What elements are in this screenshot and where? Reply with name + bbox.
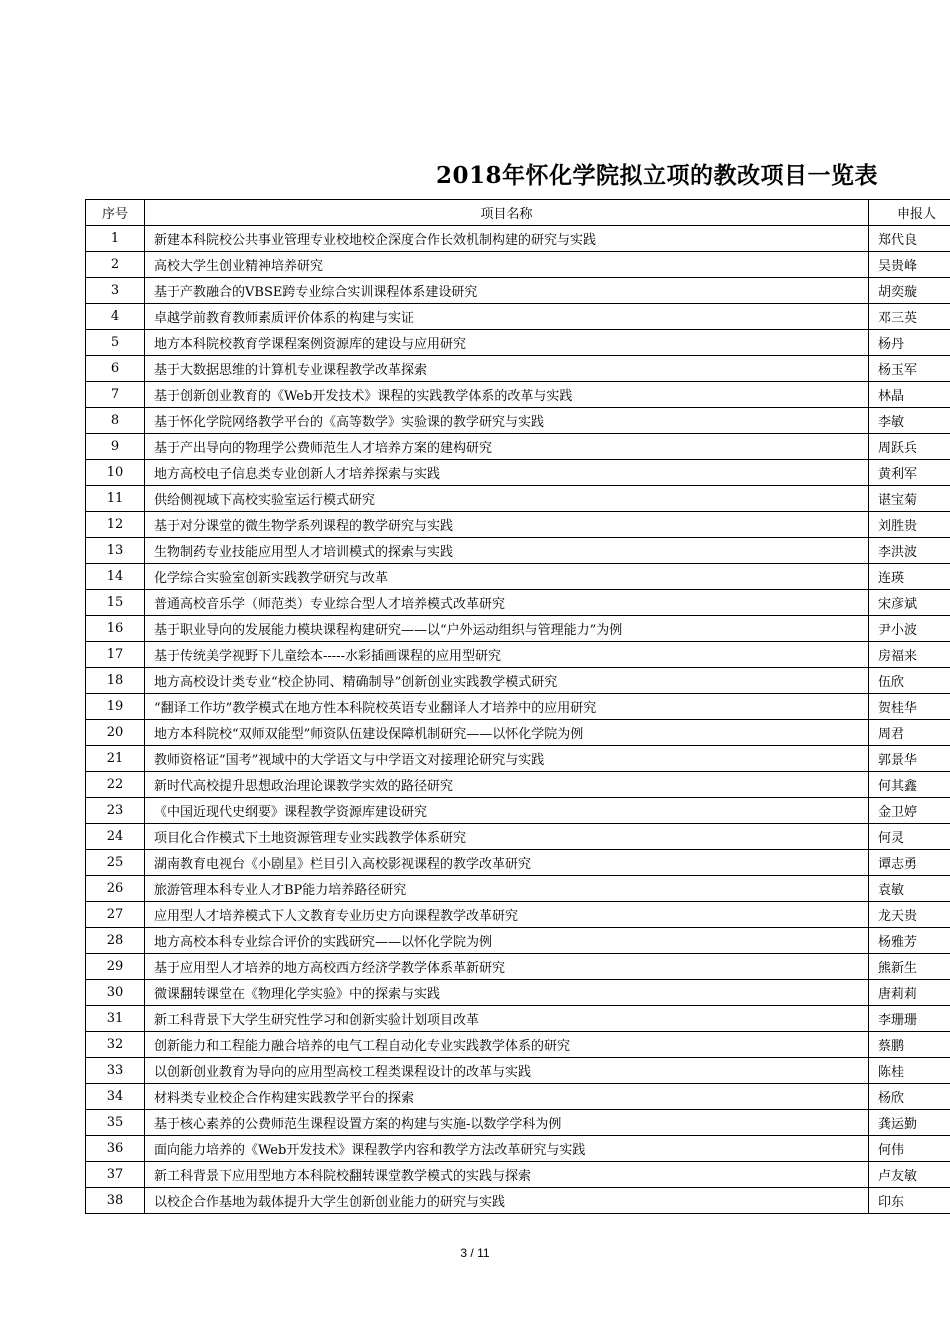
table-row [86,590,950,616]
table-row [86,720,950,746]
cell-project-name: 新建本科院校公共事业管理专业校地校企深度合作长效机制构建的研究与实践 [145,226,869,252]
cell-project-name: 项目化合作模式下土地资源管理专业实践教学体系研究 [145,824,869,850]
table-row [86,382,950,408]
cell-project-name: 应用型人才培养模式下人文教育专业历史方向课程教学改革研究 [145,902,869,928]
table-row [86,226,950,252]
cell-project-name: 卓越学前教育教师素质评价体系的构建与实证 [145,304,869,330]
cell-applicant: 蔡鹏 [869,1032,950,1058]
table-row [86,980,950,1006]
cell-project-name: 基于创新创业教育的《Web开发技术》课程的实践教学体系的改革与实践 [145,382,869,408]
cell-applicant: 何灵 [869,824,950,850]
cell-applicant: 邓三英 [869,304,950,330]
cell-applicant: 伍欣 [869,668,950,694]
cell-project-name: 基于产教融合的VBSE跨专业综合实训课程体系建设研究 [145,278,869,304]
cell-no: 15 [86,590,145,616]
cell-no: 30 [86,980,145,1006]
table-row [86,1006,950,1032]
cell-no: 4 [86,304,145,330]
cell-project-name: 供给侧视域下高校实验室运行模式研究 [145,486,869,512]
table-row [86,902,950,928]
document-title: 2018年怀化学院拟立项的教改项目一览表 [436,162,879,189]
table-row [86,954,950,980]
table-row [86,1162,950,1188]
table-row [86,746,950,772]
table-row [86,330,950,356]
cell-project-name: 地方高校电子信息类专业创新人才培养探索与实践 [145,460,869,486]
cell-applicant: 印东 [869,1188,950,1214]
cell-no: 36 [86,1136,145,1162]
cell-project-name: 基于产出导向的物理学公费师范生人才培养方案的建构研究 [145,434,869,460]
cell-applicant: 陈桂 [869,1058,950,1084]
cell-applicant: 连瑛 [869,564,950,590]
cell-applicant: 卢友敏 [869,1162,950,1188]
cell-project-name: 湖南教育电视台《小剧星》栏目引入高校影视课程的教学改革研究 [145,850,869,876]
cell-project-name: 生物制药专业技能应用型人才培训模式的探索与实践 [145,538,869,564]
cell-no: 32 [86,1032,145,1058]
cell-project-name: 普通高校音乐学（师范类）专业综合型人才培养模式改革研究 [145,590,869,616]
cell-no: 26 [86,876,145,902]
cell-no: 17 [86,642,145,668]
cell-project-name: 基于应用型人才培养的地方高校西方经济学教学体系革新研究 [145,954,869,980]
table-row [86,408,950,434]
cell-applicant: 何其鑫 [869,772,950,798]
cell-no: 35 [86,1110,145,1136]
table-row [86,304,950,330]
cell-no: 20 [86,720,145,746]
cell-project-name: 创新能力和工程能力融合培养的电气工程自动化专业实践教学体系的研究 [145,1032,869,1058]
cell-project-name: 以创新创业教育为导向的应用型高校工程类课程设计的改革与实践 [145,1058,869,1084]
table-row [86,1032,950,1058]
cell-no: 18 [86,668,145,694]
table-row [86,876,950,902]
header-no: 序号 [86,200,145,226]
cell-no: 23 [86,798,145,824]
cell-applicant: 龚运勤 [869,1110,950,1136]
cell-applicant: 李敏 [869,408,950,434]
table-row [86,850,950,876]
cell-no: 3 [86,278,145,304]
table-row [86,278,950,304]
cell-applicant: 尹小波 [869,616,950,642]
cell-applicant: 杨欣 [869,1084,950,1110]
cell-no: 37 [86,1162,145,1188]
cell-applicant: 宋彦斌 [869,590,950,616]
cell-project-name: 教师资格证“国考”视域中的大学语文与中学语文对接理论研究与实践 [145,746,869,772]
cell-project-name: 基于传统美学视野下儿童绘本-----水彩插画课程的应用型研究 [145,642,869,668]
cell-project-name: “翻译工作坊”教学模式在地方性本科院校英语专业翻译人才培养中的应用研究 [145,694,869,720]
cell-applicant: 周跃兵 [869,434,950,460]
cell-no: 38 [86,1188,145,1214]
table-row [86,694,950,720]
cell-project-name: 以校企合作基地为载体提升大学生创新创业能力的研究与实践 [145,1188,869,1214]
cell-project-name: 基于核心素养的公费师范生课程设置方案的构建与实施-以数学学科为例 [145,1110,869,1136]
table-row [86,642,950,668]
cell-project-name: 面向能力培养的《Web开发技术》课程教学内容和教学方法改革研究与实践 [145,1136,869,1162]
cell-project-name: 地方本科院校“双师双能型”师资队伍建设保障机制研究——以怀化学院为例 [145,720,869,746]
cell-applicant: 郑代良 [869,226,950,252]
cell-no: 8 [86,408,145,434]
table-row [86,772,950,798]
cell-applicant: 杨雅芳 [869,928,950,954]
cell-applicant: 吴贵峰 [869,252,950,278]
cell-no: 24 [86,824,145,850]
table-row [86,1188,950,1214]
cell-project-name: 新工科背景下大学生研究性学习和创新实验计划项目改革 [145,1006,869,1032]
cell-no: 12 [86,512,145,538]
cell-project-name: 旅游管理本科专业人才BP能力培养路径研究 [145,876,869,902]
cell-applicant: 贺桂华 [869,694,950,720]
cell-no: 1 [86,226,145,252]
cell-no: 9 [86,434,145,460]
cell-no: 11 [86,486,145,512]
cell-no: 27 [86,902,145,928]
cell-no: 25 [86,850,145,876]
table-row [86,668,950,694]
table-row [86,616,950,642]
cell-applicant: 刘胜贵 [869,512,950,538]
cell-applicant: 房福来 [869,642,950,668]
cell-applicant: 李洪波 [869,538,950,564]
cell-applicant: 李珊珊 [869,1006,950,1032]
cell-project-name: 基于大数据思维的计算机专业课程教学改革探索 [145,356,869,382]
cell-applicant: 胡奕璇 [869,278,950,304]
cell-project-name: 新工科背景下应用型地方本科院校翻转课堂教学模式的实践与探索 [145,1162,869,1188]
project-table [85,199,950,1214]
table-row [86,486,950,512]
cell-applicant: 龙天贵 [869,902,950,928]
cell-no: 16 [86,616,145,642]
cell-no: 7 [86,382,145,408]
cell-applicant: 熊新生 [869,954,950,980]
cell-no: 31 [86,1006,145,1032]
cell-no: 22 [86,772,145,798]
table-row [86,512,950,538]
cell-no: 10 [86,460,145,486]
table-header-row [86,200,950,226]
cell-project-name: 基于职业导向的发展能力模块课程构建研究——以“户外运动组织与管理能力”为例 [145,616,869,642]
table-row [86,1136,950,1162]
table-row [86,824,950,850]
cell-no: 28 [86,928,145,954]
cell-no: 13 [86,538,145,564]
page-number: 3 / 11 [460,1246,490,1260]
table-row [86,538,950,564]
cell-no: 29 [86,954,145,980]
cell-applicant: 黄利军 [869,460,950,486]
cell-applicant: 杨玉军 [869,356,950,382]
cell-project-name: 高校大学生创业精神培养研究 [145,252,869,278]
cell-applicant: 谭志勇 [869,850,950,876]
cell-applicant: 谌宝菊 [869,486,950,512]
cell-applicant: 郭景华 [869,746,950,772]
table-row [86,434,950,460]
cell-no: 34 [86,1084,145,1110]
cell-applicant: 林晶 [869,382,950,408]
cell-no: 5 [86,330,145,356]
cell-no: 2 [86,252,145,278]
cell-applicant: 金卫婷 [869,798,950,824]
cell-project-name: 微课翻转课堂在《物理化学实验》中的探索与实践 [145,980,869,1006]
table-row [86,252,950,278]
cell-project-name: 《中国近现代史纲要》课程教学资源库建设研究 [145,798,869,824]
cell-no: 21 [86,746,145,772]
table-row [86,1058,950,1084]
cell-project-name: 材料类专业校企合作构建实践教学平台的探索 [145,1084,869,1110]
table-row [86,460,950,486]
table-row [86,356,950,382]
cell-project-name: 地方高校设计类专业“校企协同、精确制导”创新创业实践教学模式研究 [145,668,869,694]
table-row [86,1084,950,1110]
table-row [86,928,950,954]
cell-applicant: 杨丹 [869,330,950,356]
cell-no: 6 [86,356,145,382]
cell-project-name: 地方本科院校教育学课程案例资源库的建设与应用研究 [145,330,869,356]
cell-no: 33 [86,1058,145,1084]
cell-applicant: 袁敏 [869,876,950,902]
cell-applicant: 唐莉莉 [869,980,950,1006]
header-name: 项目名称 [145,200,869,226]
cell-project-name: 化学综合实验室创新实践教学研究与改革 [145,564,869,590]
table-row [86,1110,950,1136]
header-person: 申报人 [869,200,950,226]
table-row [86,564,950,590]
cell-project-name: 新时代高校提升思想政治理论课教学实效的路径研究 [145,772,869,798]
cell-no: 19 [86,694,145,720]
table-row [86,798,950,824]
cell-applicant: 周君 [869,720,950,746]
cell-project-name: 地方高校本科专业综合评价的实践研究——以怀化学院为例 [145,928,869,954]
cell-project-name: 基于对分课堂的微生物学系列课程的教学研究与实践 [145,512,869,538]
cell-applicant: 何伟 [869,1136,950,1162]
cell-project-name: 基于怀化学院网络教学平台的《高等数学》实验课的教学研究与实践 [145,408,869,434]
cell-no: 14 [86,564,145,590]
